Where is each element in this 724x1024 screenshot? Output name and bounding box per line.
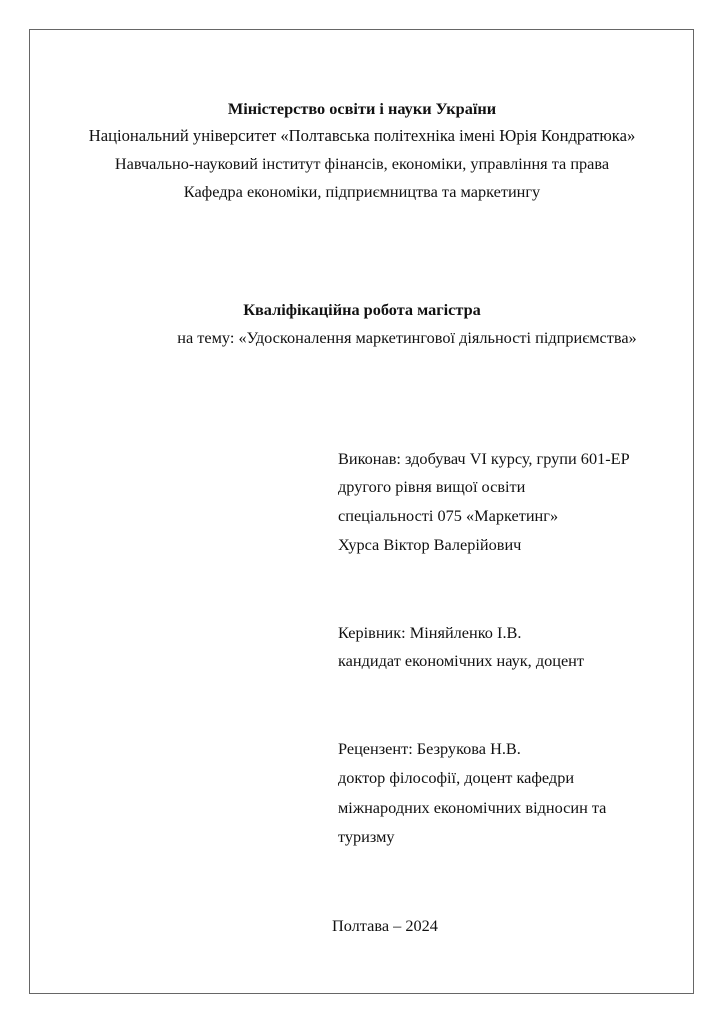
place-year: Полтава – 2024 (332, 916, 438, 935)
work-type-title: Кваліфікаційна робота магістра (243, 300, 481, 319)
ministry-heading: Міністерство освіти і науки України (227, 99, 497, 118)
reviewer-line-3: міжнародних економічних відносин та (338, 798, 607, 817)
reviewer-line-2: доктор філософії, доцент кафедри (338, 768, 575, 787)
department-name: Кафедра економіки, підприємництва та маркетингу (183, 182, 541, 201)
reviewer-line-1: Рецензент: Безрукова Н.В. (338, 739, 521, 758)
author-line-2: другого рівня вищої освіти (338, 477, 526, 496)
supervisor-line-1: Керівник: Міняйленко І.В. (338, 623, 522, 642)
university-name: Національний університет «Полтавська політехніка імені Юрія Кондратюка» (88, 126, 636, 145)
author-name: Хурса Віктор Валерійович (338, 535, 522, 554)
institute-name: Навчально-науковий інститут фінансів, економіки, управління та права (114, 154, 610, 173)
author-line-3: спеціальності 075 «Маркетинг» (338, 506, 559, 525)
reviewer-line-4: туризму (338, 827, 395, 846)
work-topic: на тему: «Удосконалення маркетингової діяльності підприємства» (177, 328, 637, 347)
author-line-1: Виконав: здобувач VI курсу, групи 601-ЕР (338, 449, 630, 468)
supervisor-line-2: кандидат економічних наук, доцент (338, 651, 585, 670)
